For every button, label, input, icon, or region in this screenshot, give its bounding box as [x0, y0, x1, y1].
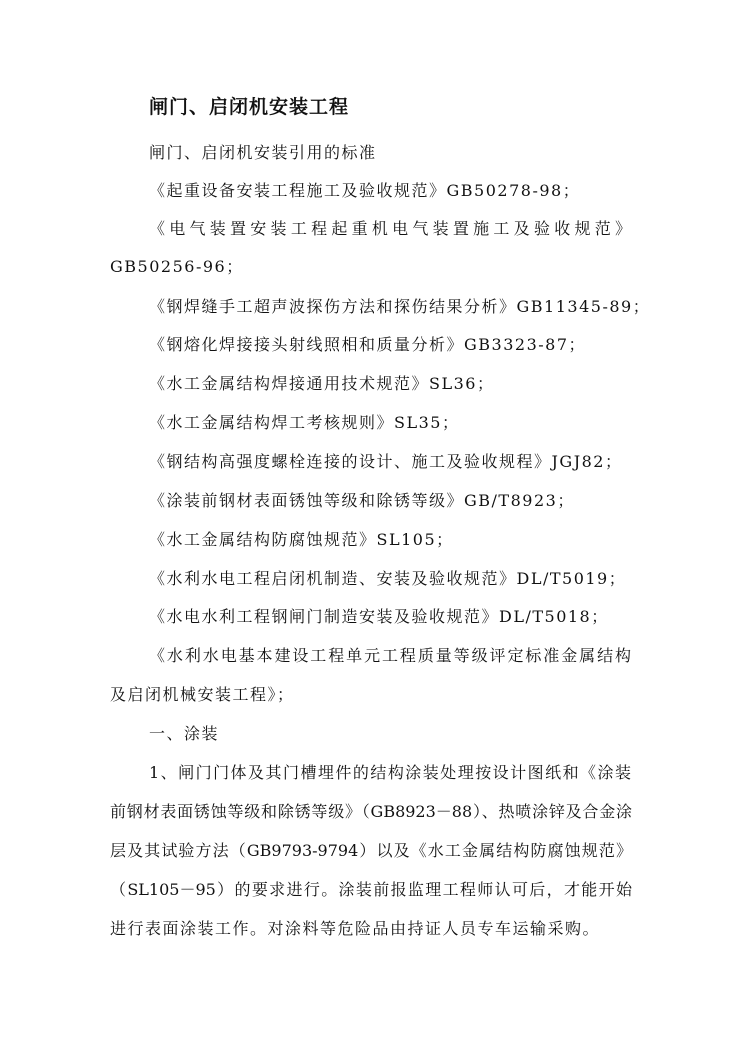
standard-item: 《钢焊缝手工超声波探伤方法和探伤结果分析》GB11345-89；	[149, 297, 651, 316]
standards-intro: 闸门、启闭机安装引用的标准	[149, 143, 377, 162]
section-heading: 一、涂装	[149, 724, 220, 743]
standard-item: 《电气装置安装工程起重机电气装置施工及验收规范》	[149, 219, 631, 238]
paragraph-line: 1、闸门门体及其门槽埋件的结构涂装处理按设计图纸和《涂装	[149, 763, 631, 782]
standard-item-continued: GB50256-96；	[110, 257, 244, 276]
standard-item: 《水工金属结构焊接通用技术规范》SL36；	[149, 374, 495, 393]
standard-item: 《钢结构高强度螺栓连接的设计、施工及验收规程》JGJ82；	[149, 452, 623, 471]
document-title: 闸门、启闭机安装工程	[149, 96, 350, 118]
paragraph-line: 层及其试验方法（GB9793-9794）以及《水工金属结构防腐蚀规范》	[110, 841, 632, 860]
standard-item: 《水工金属结构防腐蚀规范》SL105；	[149, 530, 454, 549]
standard-item: 《钢熔化焊接接头射线照相和质量分析》GB3323-87；	[149, 335, 587, 354]
standard-item: 《起重设备安装工程施工及验收规范》GB50278-98；	[149, 181, 581, 200]
standard-item: 《水利水电工程启闭机制造、安装及验收规范》DL/T5019；	[149, 569, 627, 588]
standard-item: 《涂装前钢材表面锈蚀等级和除锈等级》GB/T8923；	[149, 491, 575, 510]
paragraph-line: （SL105－95）的要求进行。涂装前报监理工程师认可后，才能开始	[110, 880, 632, 899]
standard-item-continued: 及启闭机械安装工程》；	[110, 685, 295, 704]
standard-item: 《水利水电基本建设工程单元工程质量等级评定标准金属结构	[149, 646, 631, 665]
standard-item: 《水工金属结构焊工考核规则》SL35；	[149, 413, 460, 432]
paragraph-line: 进行表面涂装工作。对涂料等危险品由持证人员专车运输采购。	[110, 919, 601, 938]
standard-item: 《水电水利工程钢闸门制造安装及验收规范》DL/T5018；	[149, 607, 609, 626]
paragraph-line: 前钢材表面锈蚀等级和除锈等级》（GB8923－88）、热喷涂锌及合金涂	[110, 802, 632, 821]
